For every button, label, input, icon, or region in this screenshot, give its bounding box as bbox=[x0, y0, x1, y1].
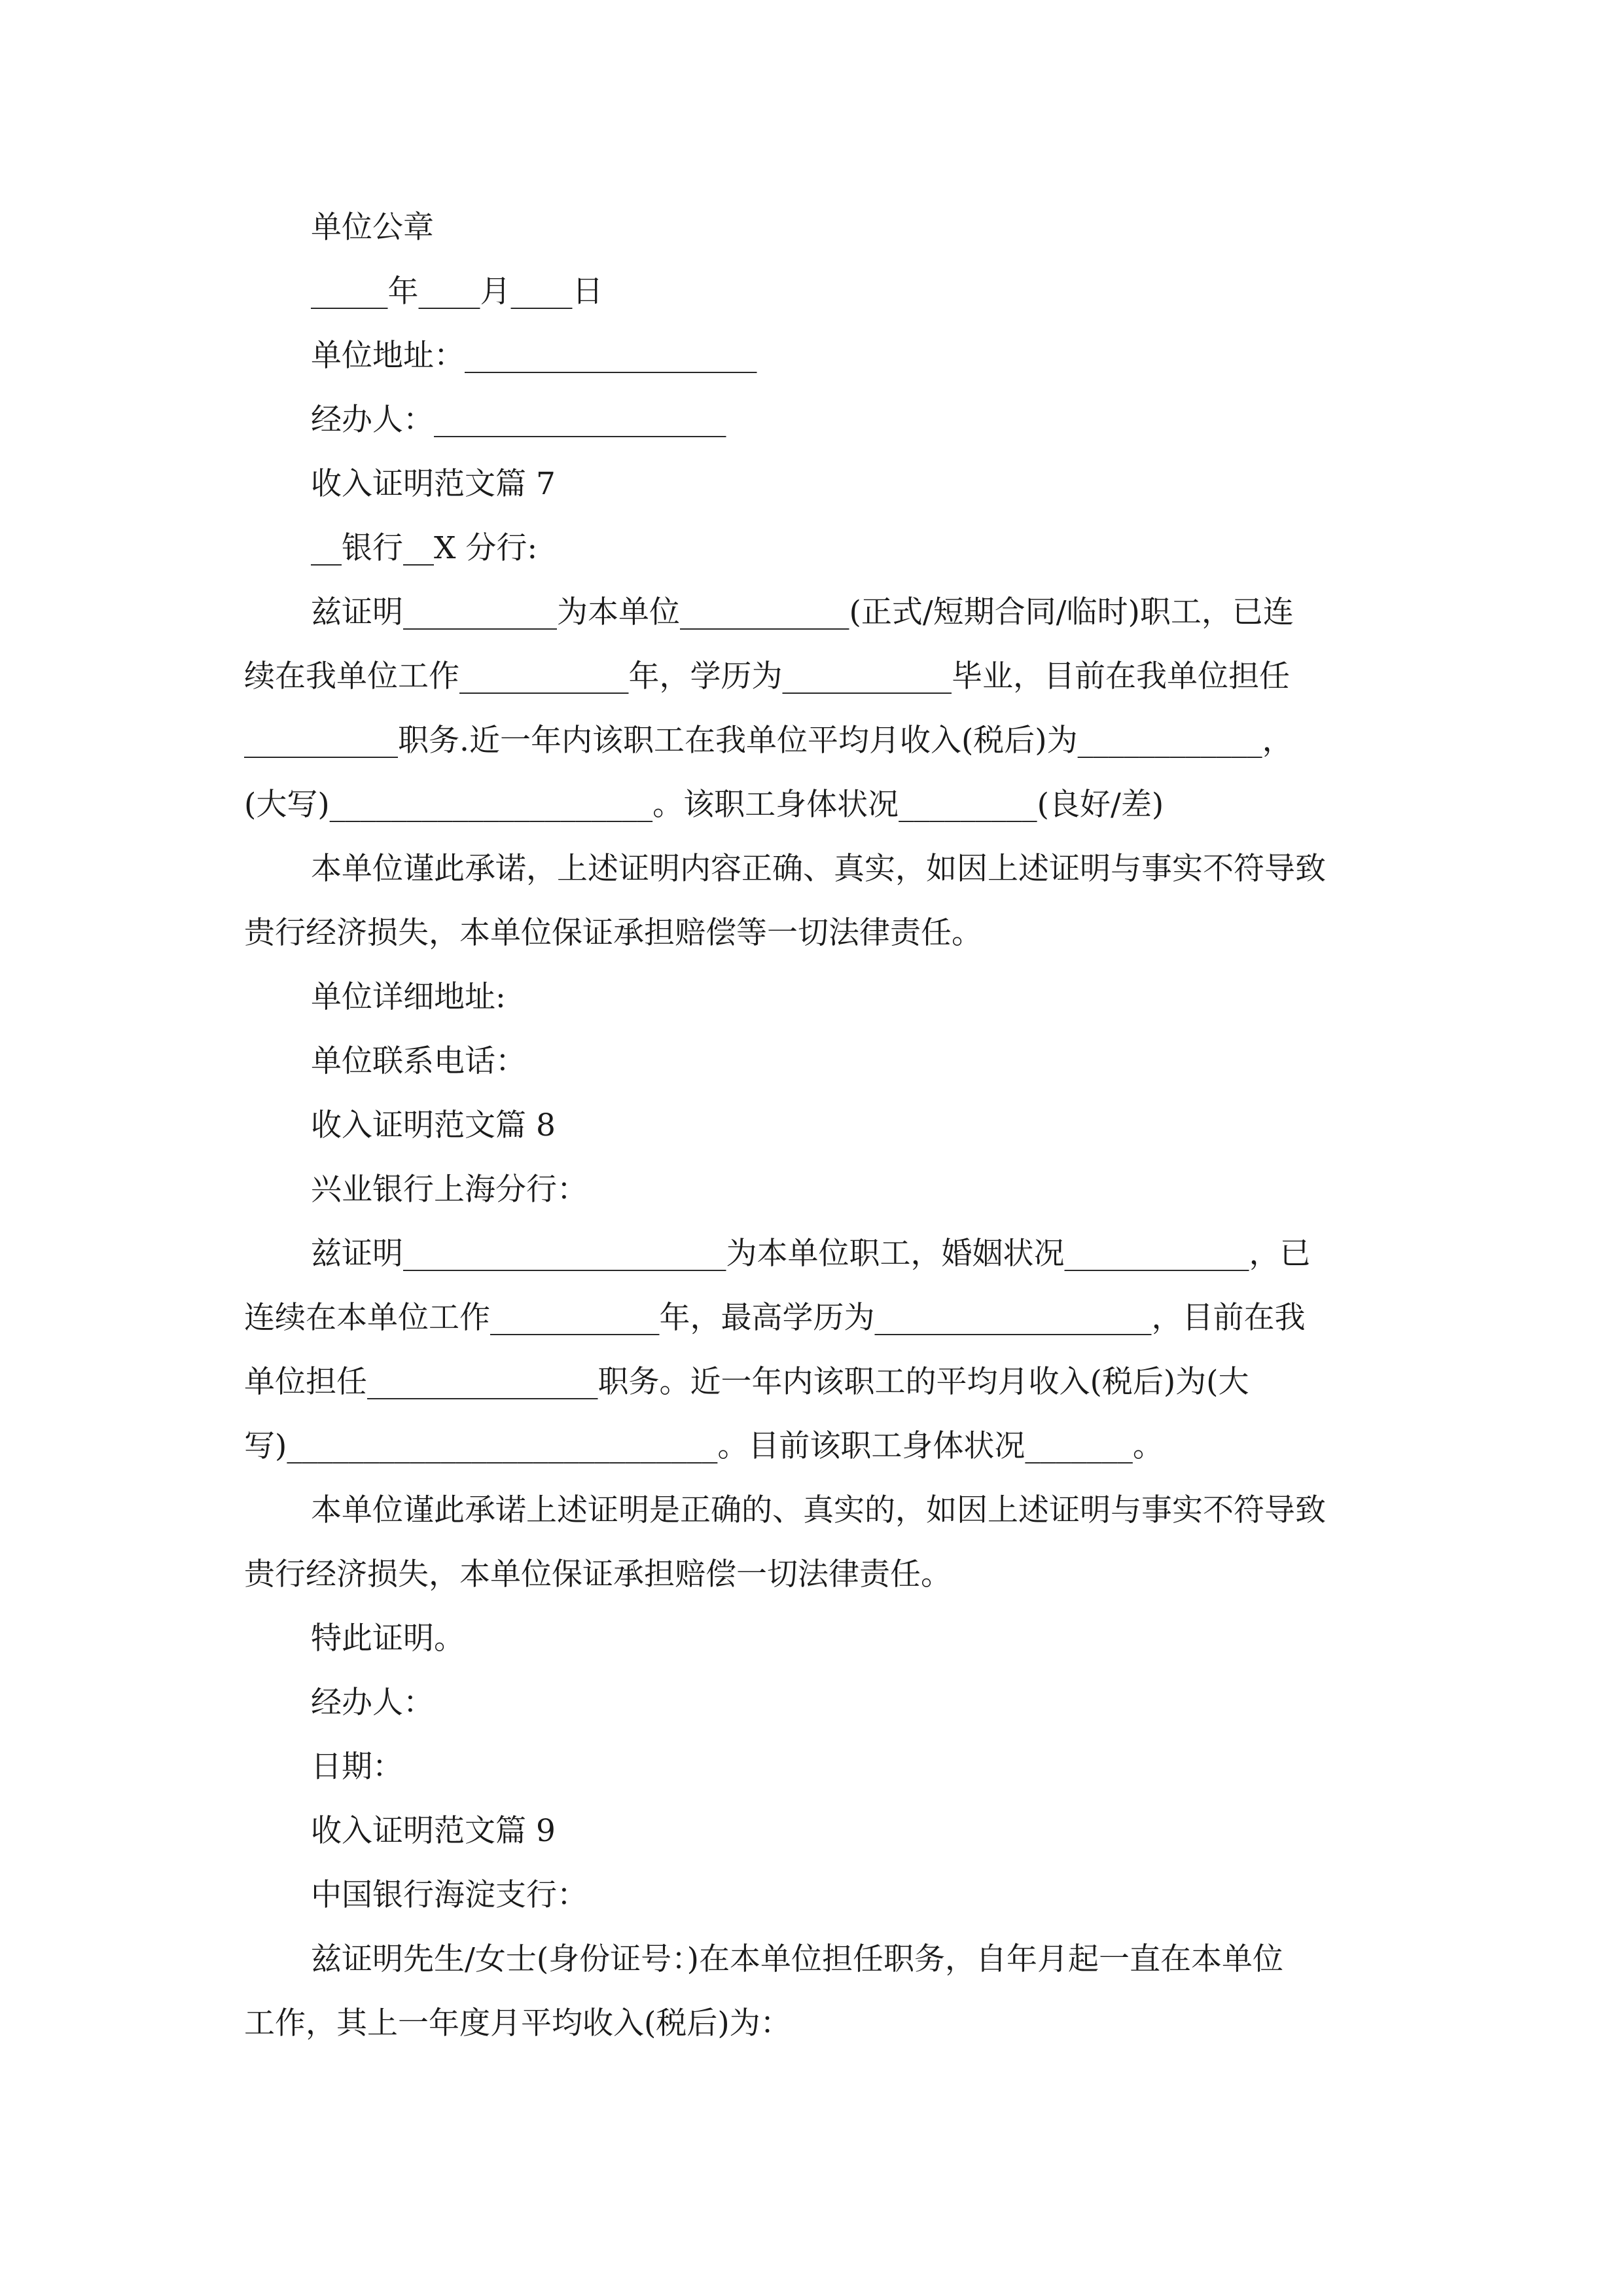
date-label: 日期： bbox=[311, 1749, 403, 1785]
paragraph-line: __________职务.近一年内该职工在我单位平均月收入(税后)为____________， bbox=[244, 723, 1293, 759]
date-blank-line: _____年____月____日 bbox=[311, 274, 603, 310]
paragraph-line: 写)____________________________。目前该职工身体状况_______。 bbox=[244, 1428, 1164, 1464]
paragraph-line: 续在我单位工作___________年，学历为___________毕业，目前在我单位担任 bbox=[244, 658, 1290, 694]
section-heading-9: 收入证明范文篇 9 bbox=[311, 1813, 556, 1849]
company-address-line: 单位地址：___________________ bbox=[311, 338, 757, 374]
detailed-address-label: 单位详细地址: bbox=[311, 979, 506, 1015]
paragraph-line: 本单位谨此承诺上述证明是正确的、真实的，如因上述证明与事实不符导致 bbox=[311, 1492, 1326, 1528]
company-seal-label: 单位公章 bbox=[311, 209, 434, 245]
paragraph-line: 单位担任_______________职务。近一年内该职工的平均月收入(税后)为(大 bbox=[244, 1364, 1249, 1400]
certification-closing: 特此证明。 bbox=[311, 1621, 465, 1657]
section-heading-7: 收入证明范文篇 7 bbox=[311, 466, 556, 502]
contact-phone-label: 单位联系电话： bbox=[311, 1043, 526, 1079]
paragraph-line: 本单位谨此承诺，上述证明内容正确、真实，如因上述证明与事实不符导致 bbox=[311, 851, 1326, 887]
paragraph-line: 兹证明__________为本单位___________(正式/短期合同/临时)职工，已连 bbox=[311, 594, 1294, 630]
paragraph-line: 贵行经济损失，本单位保证承担赔偿等一切法律责任。 bbox=[244, 915, 982, 951]
recipient-bank-8: 兴业银行上海分行： bbox=[311, 1172, 588, 1208]
handler-label: 经办人： bbox=[311, 1685, 434, 1721]
paragraph-line: 连续在本单位工作___________年，最高学历为__________________，目前在我 bbox=[244, 1300, 1306, 1336]
paragraph-line: 兹证明_____________________为本单位职工，婚姻状况____________，已 bbox=[311, 1236, 1311, 1272]
paragraph-line: (大写)_____________________。该职工身体状况_________(良好/差) bbox=[244, 787, 1164, 823]
handler-line: 经办人：___________________ bbox=[311, 402, 726, 438]
recipient-bank-7: __银行__X 分行: bbox=[311, 530, 538, 566]
paragraph-line: 贵行经济损失，本单位保证承担赔偿一切法律责任。 bbox=[244, 1556, 952, 1592]
paragraph-line: 兹证明先生/女士(身份证号：)在本单位担任职务，自年月起一直在本单位 bbox=[311, 1941, 1284, 1977]
paragraph-line: 工作，其上一年度月平均收入(税后)为： bbox=[244, 2005, 791, 2041]
recipient-bank-9: 中国银行海淀支行： bbox=[311, 1877, 588, 1913]
section-heading-8: 收入证明范文篇 8 bbox=[311, 1107, 556, 1143]
